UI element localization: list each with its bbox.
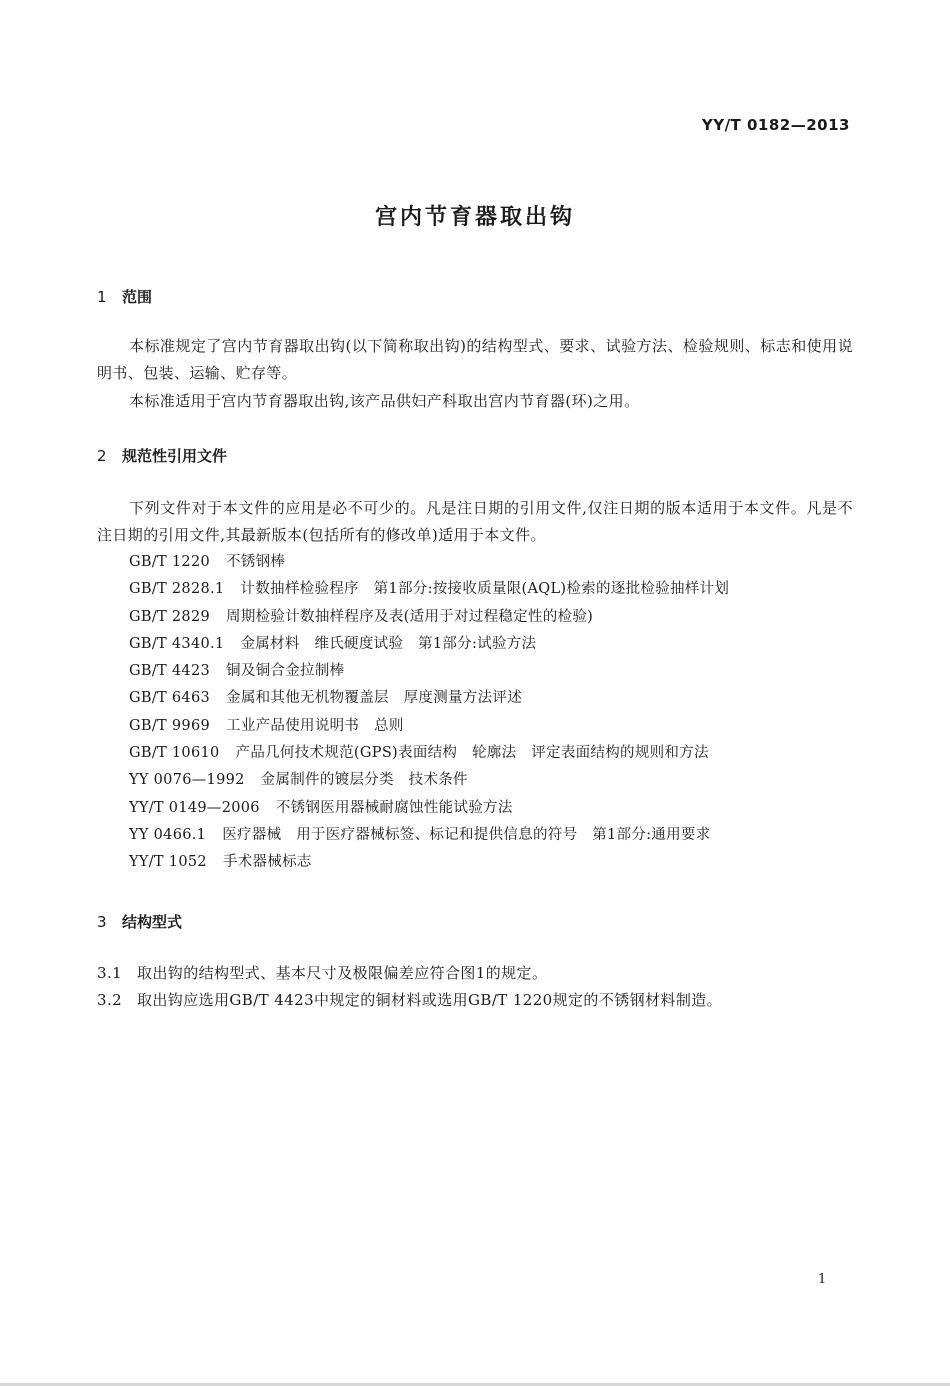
reference-title: 金属和其他无机物覆盖层 厚度测量方法评述 [226,690,523,707]
paragraph: 本标准规定了宫内节育器取出钩(以下简称取出钩)的结构型式、要求、试验方法、检验规则、标志和使用说明书、包装、运输、贮存等。 [97,337,853,382]
clause-number: 3.1 [97,964,123,982]
reference-code: GB/T 2828.1 [129,581,225,598]
section-title: 规范性引用文件 [122,447,228,465]
clause [97,962,547,983]
reference-title: 周期检验计数抽样程序及表(适用于对过程稳定性的检验) [226,608,594,625]
list-item [129,658,729,685]
list-item [129,822,729,849]
clause-text: 取出钩的结构型式、基本尺寸及极限偏差应符合图1的规定。 [137,964,548,982]
reference-code: GB/T 4340.1 [129,635,225,652]
section-title: 范围 [122,288,153,306]
reference-title: 不锈钢医用器械耐腐蚀性能试验方法 [275,799,513,816]
reference-code: GB/T 10610 [129,745,220,762]
reference-code: GB/T 9969 [129,717,211,734]
list-item [129,740,729,767]
list-item [129,549,729,576]
reference-code: GB/T 1220 [129,554,211,570]
paragraph: 本标准适用于宫内节育器取出钩,该产品供妇产科取出宫内节育器(环)之用。 [129,392,640,410]
section-number: 1 [97,288,107,306]
reference-title: 金属材料 维氏硬度试验 第1部分:试验方法 [240,635,537,652]
reference-list [129,549,729,877]
list-item [129,767,729,794]
reference-title: 手术器械标志 [222,854,312,871]
list-item [129,576,729,603]
list-item [129,713,729,740]
clause-text: 取出钩应选用GB/T 4423中规定的铜材料或选用GB/T 1220规定的不锈钢材料制造。 [137,991,723,1009]
reference-code: GB/T 2829 [129,608,211,625]
reference-title: 工业产品使用说明书 总则 [226,717,404,734]
list-item [129,795,729,822]
list-item [129,631,729,658]
section-heading-scope [97,286,152,307]
section-title: 结构型式 [122,913,183,931]
reference-code: GB/T 6463 [129,690,211,707]
clause-number: 3.2 [97,991,123,1009]
document-title: 宫内节育器取出钩 [374,205,575,230]
section-heading-structure [97,911,182,932]
reference-code: YY/T 0149—2006 [129,799,260,816]
reference-title: 计数抽样检验程序 第1部分:按接收质量限(AQL)检索的逐批检验抽样计划 [240,581,730,598]
section-heading-normative-references [97,445,227,466]
section-number: 2 [97,447,107,465]
list-item [129,685,729,712]
section-number: 3 [97,913,107,931]
list-item [129,604,729,631]
page-number: 1 [818,1272,827,1287]
reference-code: GB/T 4423 [129,663,211,680]
clause [97,989,722,1010]
standard-code: YY/T 0182—2013 [701,116,850,134]
reference-code: YY 0076—1992 [129,772,245,789]
reference-title: 医疗器械 用于医疗器械标签、标记和提供信息的符号 第1部分:通用要求 [222,826,711,843]
reference-title: 铜及铜合金拉制棒 [226,663,345,680]
reference-title: 金属制件的镀层分类 技术条件 [260,772,468,789]
reference-title: 产品几何技术规范(GPS)表面结构 轮廓法 评定表面结构的规则和方法 [235,745,709,762]
paragraph: 下列文件对于本文件的应用是必不可少的。凡是注日期的引用文件,仅注日期的版本适用于本文件。凡是不注日期的引用文件,其最新版本(包括所有的修改单)适用于本文件。 [97,499,853,544]
reference-code: YY 0466.1 [129,826,207,843]
reference-title: 不锈钢棒 [226,554,286,570]
reference-code: YY/T 1052 [129,854,207,871]
list-item [129,849,729,876]
